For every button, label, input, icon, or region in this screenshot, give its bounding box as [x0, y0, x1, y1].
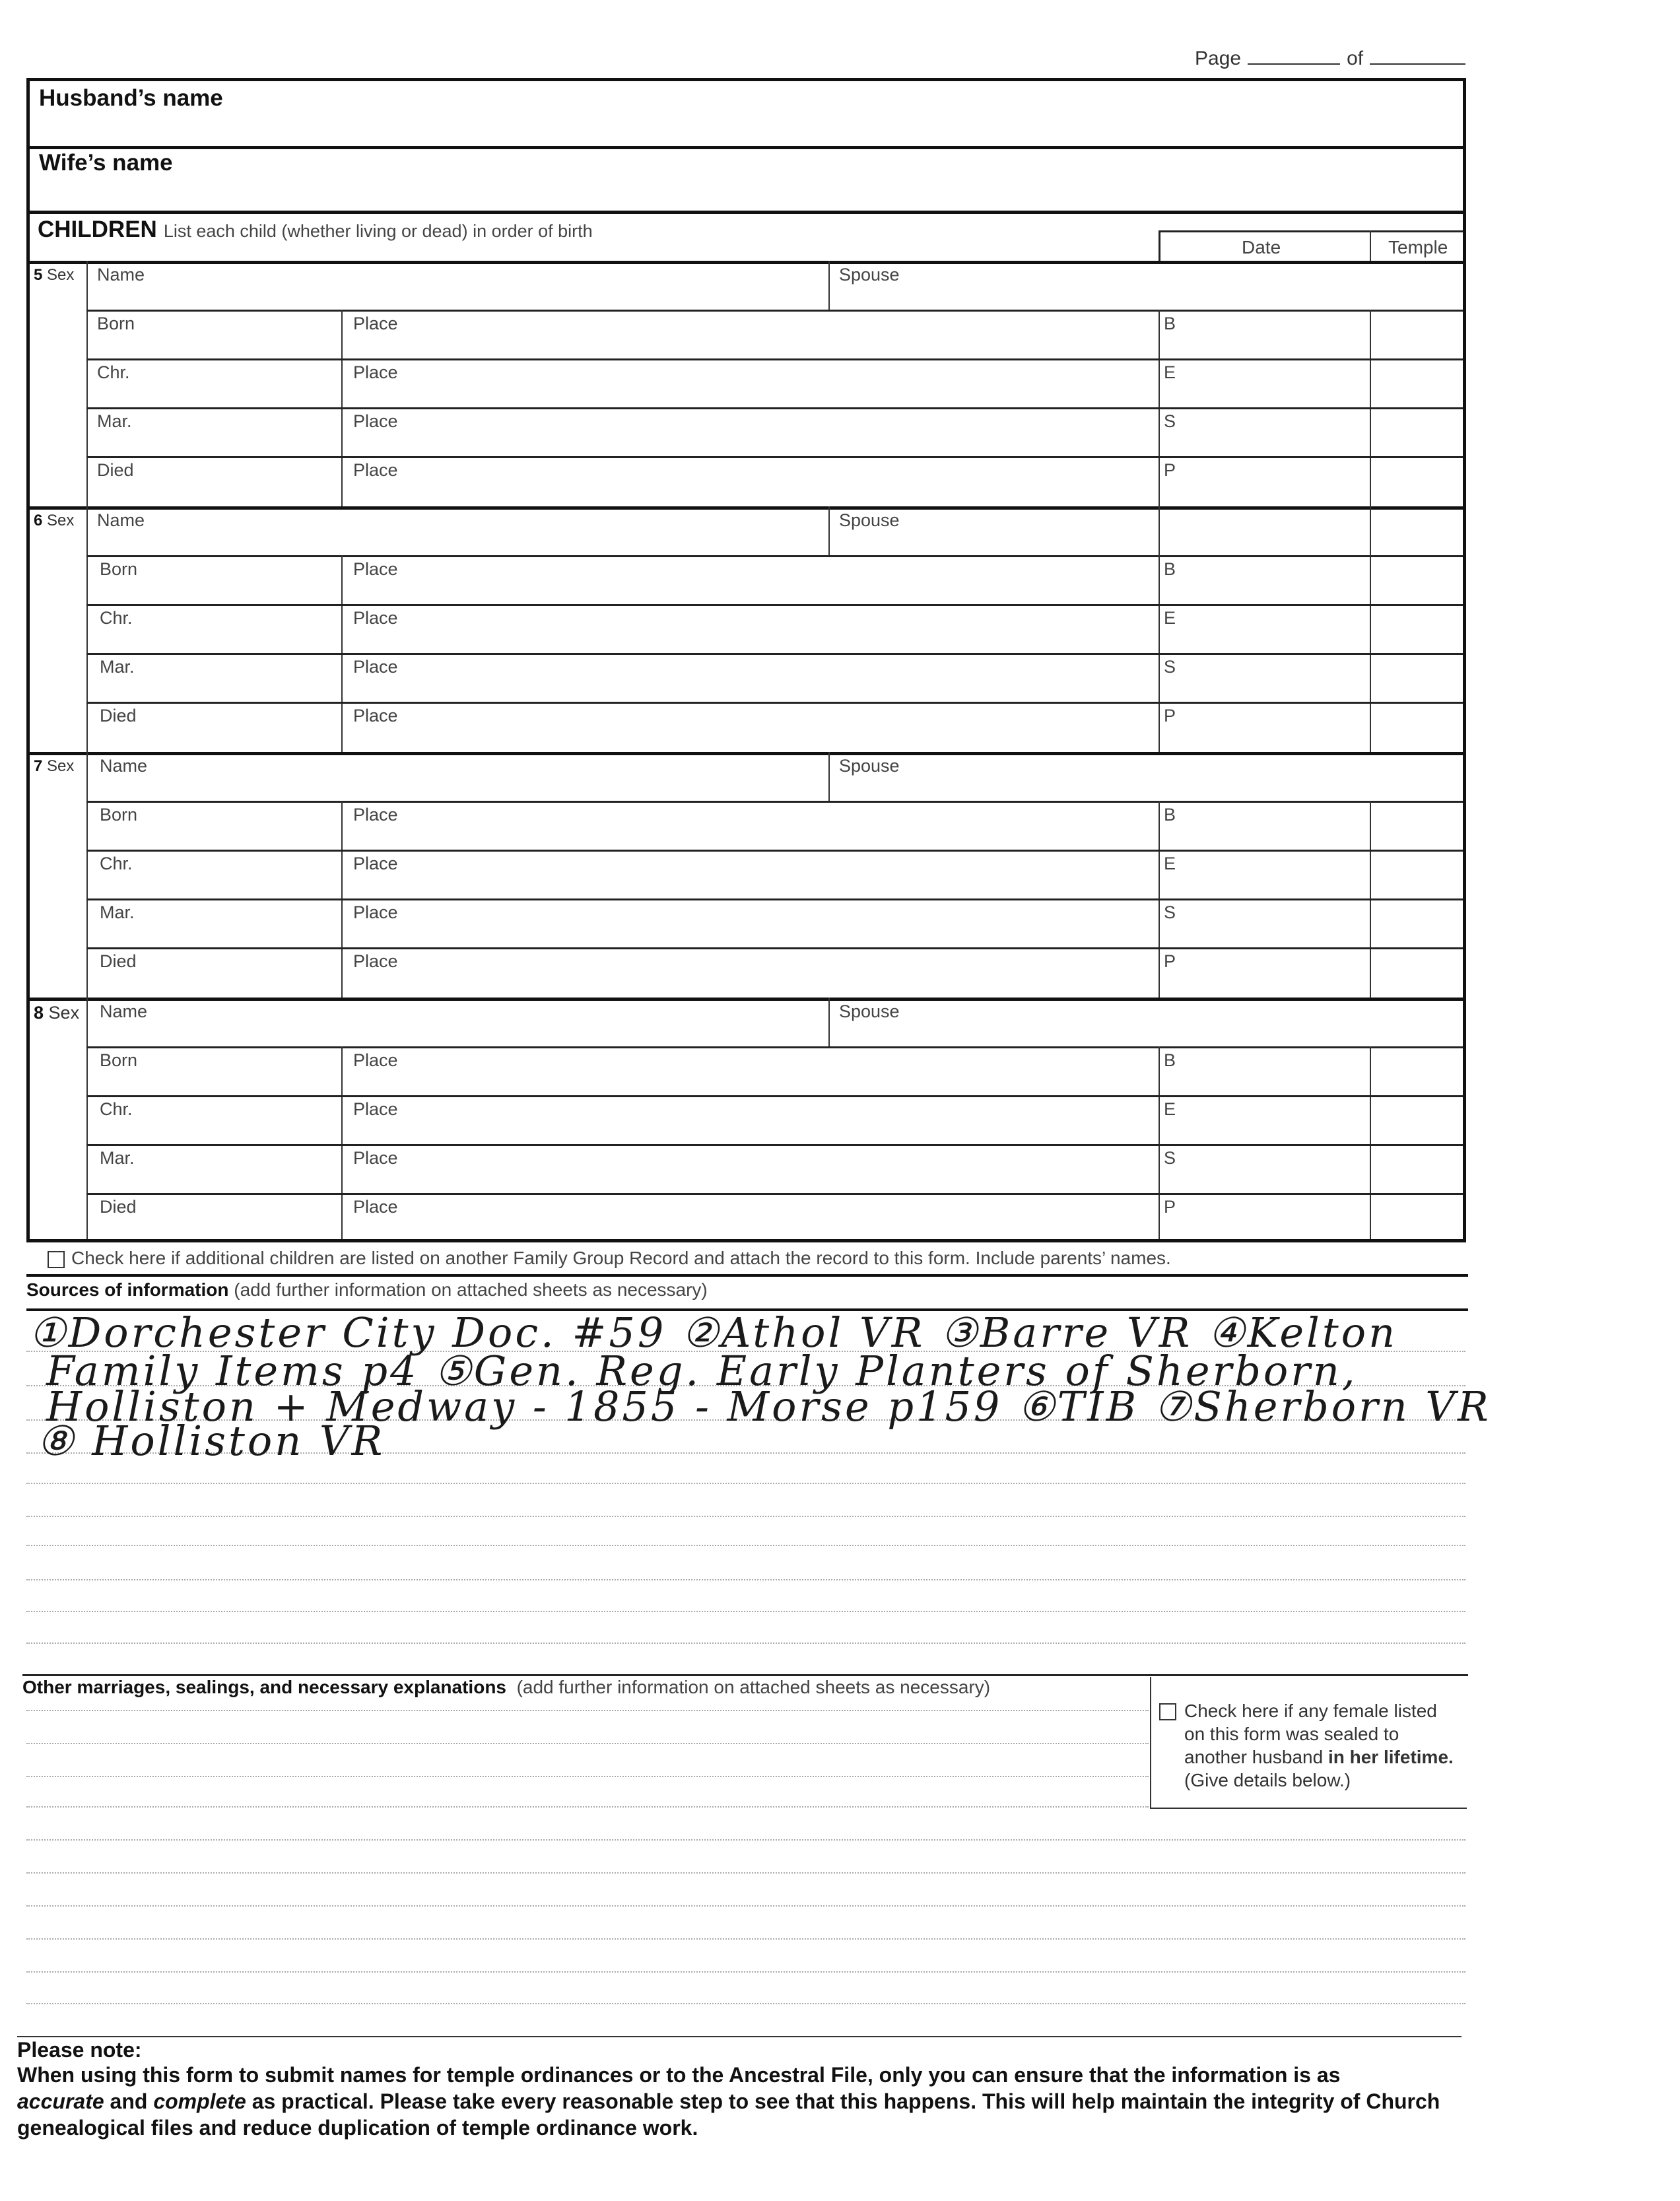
page-total-field[interactable]	[1370, 63, 1465, 65]
writing-line	[26, 1611, 1465, 1612]
female-sealed-check[interactable]	[1150, 1677, 1467, 1809]
child-number: 8 Sex	[34, 1003, 80, 1023]
place-field[interactable]: Place	[353, 706, 398, 726]
divider	[86, 801, 1463, 803]
writing-line	[26, 1971, 1465, 1973]
divider	[1370, 506, 1371, 555]
writing-line	[26, 1545, 1465, 1546]
place-field[interactable]: Place	[353, 1050, 398, 1070]
child-name-field[interactable]: Name	[97, 265, 145, 285]
ordinance-label: P	[1164, 1197, 1176, 1217]
place-field[interactable]: Place	[353, 1099, 398, 1119]
event-label: Born	[100, 559, 138, 579]
divider	[86, 702, 1463, 704]
ordinance-label: P	[1164, 951, 1176, 971]
handwritten-source-line: ①Dorchester City Doc. #59 ②Athol VR ③Barre VR ④Kelton	[29, 1308, 1398, 1357]
event-label: Died	[100, 951, 137, 971]
female-check-note: (Give details below.)	[1184, 1770, 1351, 1790]
event-label: Mar.	[97, 411, 132, 431]
divider	[17, 2036, 1462, 2037]
event-label: Born	[100, 1050, 138, 1070]
sources-title: Sources of information	[26, 1279, 229, 1300]
divider	[86, 358, 1463, 360]
family-group-form	[26, 78, 1466, 1242]
husband-name-label: Husband’s name	[39, 85, 223, 111]
place-field[interactable]: Place	[353, 951, 398, 971]
writing-line	[26, 1938, 1465, 1940]
child-number: 7 Sex	[34, 757, 75, 775]
divider	[1159, 1046, 1160, 1239]
divider	[26, 1274, 1468, 1277]
place-field[interactable]: Place	[353, 854, 398, 873]
divider	[828, 506, 830, 555]
place-field[interactable]: Place	[353, 362, 398, 382]
handwritten-source-line: Holliston + Medway - 1855 - Morse p159 ⑥TIB ⑦Sherborn VR	[46, 1382, 1491, 1431]
divider	[86, 407, 1463, 409]
divider	[86, 1144, 1463, 1146]
ordinance-label: P	[1164, 706, 1176, 726]
event-label: Chr.	[97, 362, 130, 382]
place-field[interactable]: Place	[353, 411, 398, 431]
divider	[22, 1674, 1468, 1676]
event-label: Died	[97, 460, 134, 480]
divider	[86, 310, 1463, 312]
divider	[30, 506, 1463, 510]
ordinance-label: B	[1164, 314, 1176, 333]
handwritten-source-line: ⑧ Holliston VR	[37, 1417, 386, 1465]
divider	[86, 555, 1463, 557]
header-divider	[1159, 230, 1463, 232]
ordinance-label: B	[1164, 559, 1176, 579]
children-title: CHILDREN	[38, 217, 157, 242]
child-spouse-field[interactable]: Spouse	[839, 265, 900, 285]
event-label: Chr.	[100, 608, 133, 628]
ordinance-label: E	[1164, 362, 1176, 382]
header-divider	[1370, 230, 1371, 261]
ordinance-label: E	[1164, 1099, 1176, 1119]
please-note-body: When using this form to submit names for temple ordinances or to the Ancestral File, only you can ensure that the information is as accurate and complete as practical. Please take every reasonable step to see that this happens. This will help maintain the integrity of Church genealogical files and reduce duplication of temple ordinance work.	[17, 2063, 1440, 2140]
event-label: Born	[100, 805, 138, 825]
event-label: Chr.	[100, 1099, 133, 1119]
writing-line	[26, 1839, 1465, 1841]
sources-header	[26, 1279, 708, 1301]
event-label: Died	[100, 706, 137, 726]
place-field[interactable]: Place	[353, 608, 398, 628]
divider	[828, 998, 830, 1046]
child-number: 5 Sex	[34, 266, 75, 284]
writing-line	[26, 1872, 1465, 1874]
other-title: Other marriages, sealings, and necessary explanations	[22, 1677, 506, 1697]
children-header	[38, 217, 593, 243]
divider	[86, 1095, 1463, 1097]
please-note-title: Please note:	[17, 2038, 142, 2062]
divider	[828, 752, 830, 801]
checkbox[interactable]	[1159, 1703, 1176, 1720]
place-field[interactable]: Place	[353, 1148, 398, 1168]
page-label: Page	[1195, 48, 1242, 69]
divider	[341, 1046, 343, 1239]
divider	[1370, 1046, 1371, 1239]
of-label: of	[1347, 48, 1364, 69]
additional-children-text: Check here if additional children are listed on another Family Group Record and attach the record to this form. Include parents’ names.	[71, 1248, 1171, 1268]
ordinance-label: B	[1164, 1050, 1176, 1070]
place-field[interactable]: Place	[353, 314, 398, 333]
place-field[interactable]: Place	[353, 1197, 398, 1217]
place-field[interactable]: Place	[353, 559, 398, 579]
event-label: Born	[97, 314, 135, 333]
divider	[86, 947, 1463, 949]
additional-children-check[interactable]	[48, 1248, 1171, 1269]
writing-line	[26, 1743, 1149, 1744]
writing-line	[26, 2003, 1465, 2004]
event-label: Died	[100, 1197, 137, 1217]
divider	[30, 752, 1463, 755]
page-number-field[interactable]	[1248, 63, 1340, 65]
ordinance-label: S	[1164, 657, 1176, 677]
divider	[86, 752, 88, 998]
divider	[86, 604, 1463, 606]
ordinance-label: E	[1164, 854, 1176, 873]
divider	[86, 1046, 1463, 1048]
wife-name-label: Wife’s name	[39, 150, 173, 176]
writing-line	[26, 1905, 1465, 1907]
ordinance-label: E	[1164, 608, 1176, 628]
writing-line	[26, 1579, 1465, 1580]
divider	[86, 850, 1463, 852]
place-field[interactable]: Place	[353, 460, 398, 480]
child-spouse-field[interactable]: Spouse	[839, 510, 900, 530]
child-name-field[interactable]: Name	[97, 510, 145, 530]
checkbox[interactable]	[48, 1251, 65, 1268]
writing-line	[26, 1516, 1465, 1517]
event-label: Chr.	[100, 854, 133, 873]
handwritten-source-line: Family Items p4 ⑤Gen. Reg. Early Planters of Sherborn,	[46, 1347, 1358, 1395]
children-subtitle: List each child (whether living or dead) in order of birth	[163, 221, 593, 241]
divider	[30, 261, 1463, 264]
event-label: Mar.	[100, 657, 135, 677]
date-column-header: Date	[1242, 237, 1281, 257]
place-field[interactable]: Place	[353, 657, 398, 677]
writing-line	[26, 1776, 1149, 1777]
writing-line	[26, 1806, 1149, 1808]
female-check-bold: in her lifetime.	[1327, 1747, 1454, 1767]
other-header	[22, 1677, 990, 1698]
event-label: Mar.	[100, 1148, 135, 1168]
writing-line	[26, 1710, 1149, 1711]
place-field[interactable]: Place	[353, 805, 398, 825]
female-check-text: Check here if any female listed on this form was sealed to another husband	[1184, 1701, 1437, 1767]
divider	[86, 653, 1463, 655]
divider	[86, 1193, 1463, 1195]
event-label: Mar.	[100, 902, 135, 922]
writing-line	[26, 1642, 1465, 1644]
sources-note: (add further information on attached sheets as necessary)	[234, 1279, 708, 1300]
page-reference	[1195, 48, 1465, 70]
ordinance-label: B	[1164, 805, 1176, 825]
divider	[86, 506, 88, 752]
divider	[86, 998, 88, 1239]
ordinance-label: P	[1164, 460, 1176, 480]
temple-column-header: Temple	[1388, 237, 1448, 257]
divider	[828, 261, 830, 310]
divider	[86, 261, 88, 506]
divider	[86, 456, 1463, 458]
divider	[30, 998, 1463, 1001]
other-note: (add further information on attached sheets as necessary)	[516, 1677, 991, 1697]
ordinance-label: S	[1164, 411, 1176, 431]
header-divider	[1159, 230, 1160, 261]
place-field[interactable]: Place	[353, 902, 398, 922]
divider	[86, 898, 1463, 900]
divider	[30, 211, 1463, 214]
child-name-field[interactable]: Name	[100, 756, 148, 776]
writing-line	[26, 1483, 1465, 1484]
ordinance-label: S	[1164, 902, 1176, 922]
child-spouse-field[interactable]: Spouse	[839, 1001, 900, 1021]
divider	[30, 146, 1463, 149]
child-name-field[interactable]: Name	[100, 1001, 148, 1021]
child-number: 6 Sex	[34, 512, 75, 529]
divider	[1159, 506, 1160, 555]
ordinance-label: S	[1164, 1148, 1176, 1168]
child-spouse-field[interactable]: Spouse	[839, 756, 900, 776]
